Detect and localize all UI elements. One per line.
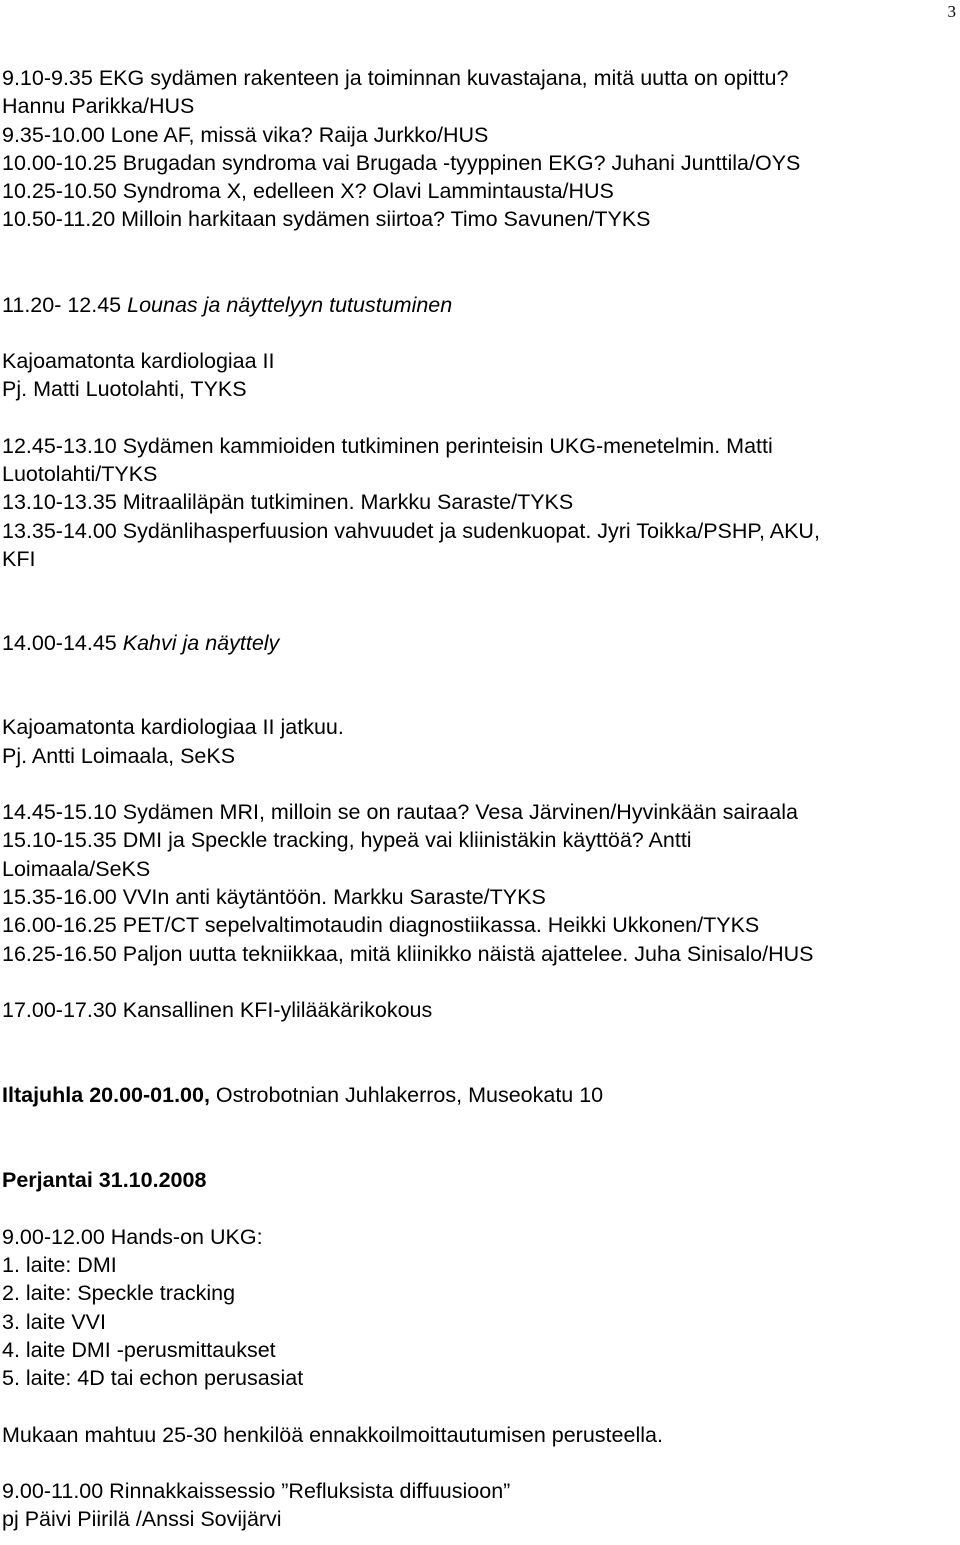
program-line: 16.25-16.50 Paljon uutta tekniikkaa, mitä kliinikko näistä ajattelee. Juha Sinisalo/HUS [2, 941, 814, 966]
handson-list [2, 1223, 942, 1393]
program-line: 13.10-13.35 Mitraaliläpän tutkiminen. Markku Saraste/TYKS [2, 490, 574, 515]
program-line: KFI [2, 546, 36, 571]
lunch-break [2, 291, 942, 319]
program-line: 10.50-11.20 Milloin harkitaan sydämen siirtoa? Timo Savunen/TYKS [2, 207, 651, 232]
program-line: 15.35-16.00 VVIn anti käytäntöön. Markku Saraste/TYKS [2, 884, 546, 909]
program-line: 16.00-16.25 PET/CT sepelvaltimotaudin diagnostiikassa. Heikki Ukkonen/TYKS [2, 913, 760, 938]
day-heading: Perjantai 31.10.2008 [2, 1168, 207, 1193]
list-item: 4. laite DMI -perusmittaukset [2, 1337, 276, 1362]
parallel-session [2, 1477, 942, 1534]
coffee-time: 14.00-14.45 [2, 631, 123, 656]
list-item: 9.00-12.00 Hands-on UKG: [2, 1224, 263, 1249]
list-item: 3. laite VVI [2, 1309, 106, 1334]
session-title: Kajoamatonta kardiologiaa II jatkuu. [2, 715, 344, 740]
list-item: 1. laite: DMI [2, 1253, 117, 1278]
program-line: 15.10-15.35 DMI ja Speckle tracking, hypeä vai kliinistäkin käyttöä? Antti [2, 828, 692, 853]
session-chair: Pj. Antti Loimaala, SeKS [2, 743, 236, 768]
lunch-text: Lounas ja näyttelyyn tutustuminen [127, 292, 453, 317]
session-2 [2, 347, 942, 573]
program-line: Loimaala/SeKS [2, 856, 151, 881]
coffee-break [2, 629, 942, 657]
program-line: 9.00-11.00 Rinnakkaissessio ”Refluksista diffuusioon” [2, 1478, 511, 1503]
program-line: Luotolahti/TYKS [2, 461, 158, 486]
meeting-line: 17.00-17.30 Kansallinen KFI-ylilääkärikokous [2, 997, 433, 1022]
document-body [2, 64, 942, 1533]
gala-location: Ostrobotnian Juhlakerros, Museokatu 10 [209, 1083, 604, 1108]
page-number: 3 [947, 2, 956, 21]
list-item: 5. laite: 4D tai echon perusasiat [2, 1366, 304, 1391]
program-line: 13.35-14.00 Sydänlihasperfuusion vahvuudet ja sudenkuopat. Jyri Toikka/PSHP, AKU, [2, 518, 820, 543]
program-line: Hannu Parikka/HUS [2, 94, 195, 119]
gala-line [2, 1081, 942, 1109]
session-title: Kajoamatonta kardiologiaa II [2, 349, 275, 374]
program-line: 14.45-15.10 Sydämen MRI, milloin se on rautaa? Vesa Järvinen/Hyvinkään sairaala [2, 800, 798, 825]
program-line: 9.35-10.00 Lone AF, missä vika? Raija Jurkko/HUS [2, 122, 489, 147]
program-line: 12.45-13.10 Sydämen kammioiden tutkiminen perinteisin UKG-menetelmin. Matti [2, 433, 773, 458]
lunch-time: 11.20- 12.45 [2, 292, 128, 317]
capacity-note: Mukaan mahtuu 25-30 henkilöä ennakkoilmoittautumisen perusteella. [2, 1422, 663, 1447]
list-item: 2. laite: Speckle tracking [2, 1281, 236, 1306]
program-line: 10.00-10.25 Brugadan syndroma vai Brugada -tyyppinen EKG? Juhani Junttila/OYS [2, 150, 801, 175]
program-line: 9.10-9.35 EKG sydämen rakenteen ja toiminnan kuvastajana, mitä uutta on opittu? [2, 66, 789, 90]
morning-program [2, 64, 942, 234]
gala-title: Iltajuhla 20.00-01.00, [2, 1083, 210, 1108]
coffee-text: Kahvi ja näyttely [122, 631, 280, 656]
program-line: pj Päivi Piirilä /Anssi Sovijärvi [2, 1507, 282, 1532]
program-line: 10.25-10.50 Syndroma X, edelleen X? Olavi Lammintausta/HUS [2, 179, 614, 204]
session-3 [2, 713, 942, 967]
session-chair: Pj. Matti Luotolahti, TYKS [2, 377, 247, 402]
